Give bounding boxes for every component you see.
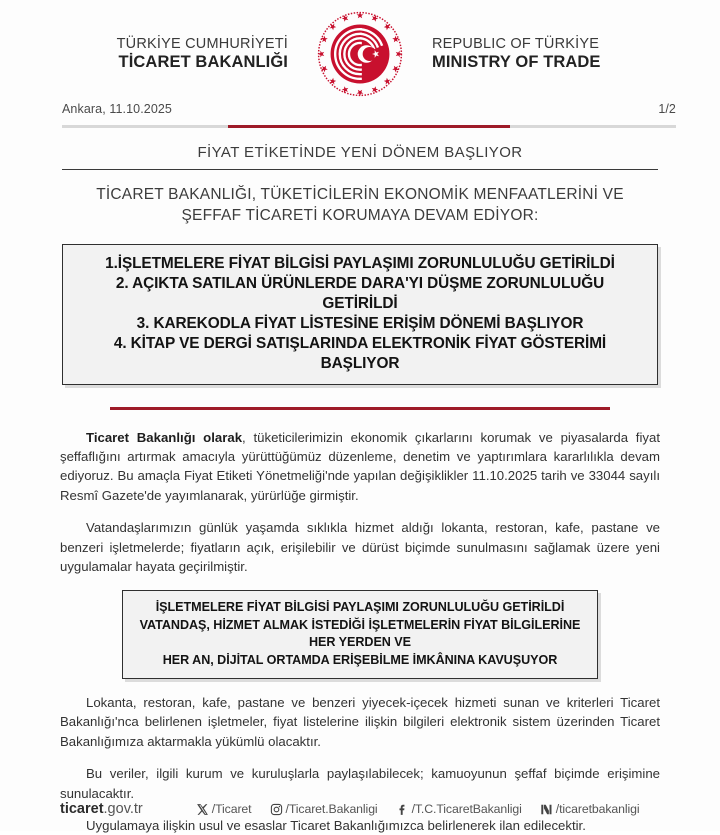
brand-english xyxy=(406,36,662,73)
brand-english-line1: REPUBLIC OF TÜRKİYE xyxy=(432,35,600,52)
header-divider xyxy=(62,125,676,128)
social-links xyxy=(195,802,640,817)
header-divider-accent xyxy=(228,125,510,128)
callout-line-2: VATANDAŞ, HİZMET ALMAK İSTEDİĞİ İŞLETMELERİN FİYAT BİLGİLERİNE HER YERDEN VE xyxy=(139,617,581,650)
page-number: 1/2 xyxy=(658,102,676,116)
document-header xyxy=(0,0,720,102)
website-url-bold: ticaret xyxy=(60,801,104,817)
callout-box xyxy=(122,590,598,679)
dateline: Ankara, 11.10.2025 xyxy=(62,102,172,116)
paragraph-1-lead: Ticaret Bakanlığı olarak xyxy=(86,429,243,445)
paragraph-1-rest: , tüketicilerimizin ekonomik çıkarlarını korumak ve piyasalarda fiyat şeffaflığını artırmak amacıyla yürüttüğümüz düzenleme, denetim ve yaptırımlara kararlılıkla devam ediyoruz. Bu amaçla Fiyat Etiketi Yönetmeliği'nde yapılan değişiklikler 11.10.2025 tarih ve 33044 sayılı Resmî Gazete'de yayımlanarak, yürürlüğe girmiştir. xyxy=(60,429,660,503)
brand-turkish-line2: TİCARET BAKANLIĞI xyxy=(118,52,288,71)
page-headline: FİYAT ETİKETİNDE YENİ DÖNEM BAŞLIYOR xyxy=(197,144,523,161)
x-twitter-icon xyxy=(195,802,210,817)
social-link-instagram[interactable] xyxy=(269,802,378,817)
social-handle-x: /Ticaret xyxy=(211,802,252,816)
nsosyal-icon xyxy=(539,802,554,817)
paragraph-3: Lokanta, restoran, kafe, pastane ve benzeri yiyecek-içecek hizmeti sunan ve kriterleri Ticaret Bakanlığı'nca belirlenen işletmeler, fiyat listelerine ilişkin bilgileri elektronik sistem üzerinden Ticaret Bakanlığımıza aktarmakla yükümlü olacaktır. xyxy=(60,694,660,749)
ministry-of-trade-emblem xyxy=(314,8,406,100)
page-subheadline xyxy=(60,185,660,227)
list-item: 3. KAREKODLA FİYAT LİSTESİNE ERİŞİM DÖNEMİ BAŞLIYOR xyxy=(136,314,584,332)
brand-turkish-line1: TÜRKİYE CUMHURİYETİ xyxy=(116,35,288,52)
website-url[interactable] xyxy=(60,801,143,817)
list-item: BAŞLIYOR xyxy=(320,354,400,372)
paragraph-5: Uygulamaya ilişkin usul ve esaslar Ticaret Bakanlığımızca belirlenerek ilan edilecektir. xyxy=(86,818,586,833)
list-item: GETİRİLDİ xyxy=(322,294,398,312)
brand-english-line2: MINISTRY OF TRADE xyxy=(432,52,601,71)
callout-line-1: İŞLETMELERE FİYAT BİLGİSİ PAYLAŞIMI ZORUNLULUĞU GETİRİLDİ xyxy=(155,600,565,615)
social-handle-facebook: /T.C.TicaretBakanligi xyxy=(411,802,522,816)
instagram-icon xyxy=(269,802,284,817)
highlight-list xyxy=(77,254,643,374)
paragraph-4: Bu veriler, ilgili kurum ve kuruluşlarla paylaşılabilecek; kamuoyunun şeffaf biçimde erişimine sunulacaktır. xyxy=(60,766,660,801)
social-handle-instagram: /Ticaret.Bakanligi xyxy=(285,802,378,816)
highlight-box xyxy=(62,244,658,385)
website-url-rest: .gov.tr xyxy=(103,801,143,817)
body-content xyxy=(60,428,660,835)
subheadline-line1: TİCARET BAKANLIĞI, TÜKETİCİLERİN EKONOMİK MENFAATLERİNİ VE xyxy=(96,186,624,203)
paragraph-2: Vatandaşlarımızın günlük yaşamda sıklıkla hizmet aldığı lokanta, restoran, kafe, pastane ve benzeri işletmelerde; fiyatların açık, erişilebilir ve dürüst biçimde sunulmasını sağlamak üzere yeni uygulamalar hayata geçirilmiştir. xyxy=(60,520,660,575)
document-footer xyxy=(0,801,720,817)
list-item: 1.İŞLETMELERE FİYAT BİLGİSİ PAYLAŞIMI ZORUNLULUĞU GETİRİLDİ xyxy=(105,254,615,272)
date-bar xyxy=(62,102,676,128)
list-item: 2. AÇIKTA SATILAN ÜRÜNLERDE DARA'YI DÜŞME ZORUNLULUĞU xyxy=(115,274,605,292)
social-link-x[interactable] xyxy=(195,802,252,817)
subheadline-line2: ŞEFFAF TİCARETİ KORUMAYA DEVAM EDİYOR: xyxy=(181,206,539,224)
paragraph-1 xyxy=(60,428,660,506)
callout-line-3: HER AN, DİJİTAL ORTAMDA ERİŞEBİLME İMKÂNINA KAVUŞUYOR xyxy=(162,652,558,667)
section-separator xyxy=(110,407,610,410)
headline-divider xyxy=(62,169,658,170)
social-handle-nsosyal: /ticaretbakanligi xyxy=(555,802,640,816)
list-item: 4. KİTAP VE DERGİ SATIŞLARINDA ELEKTRONİK FİYAT GÖSTERİMİ xyxy=(113,334,607,352)
social-link-facebook[interactable] xyxy=(395,802,522,817)
social-link-nsosyal[interactable] xyxy=(539,802,640,817)
facebook-icon xyxy=(395,802,410,817)
brand-turkish xyxy=(58,36,314,73)
